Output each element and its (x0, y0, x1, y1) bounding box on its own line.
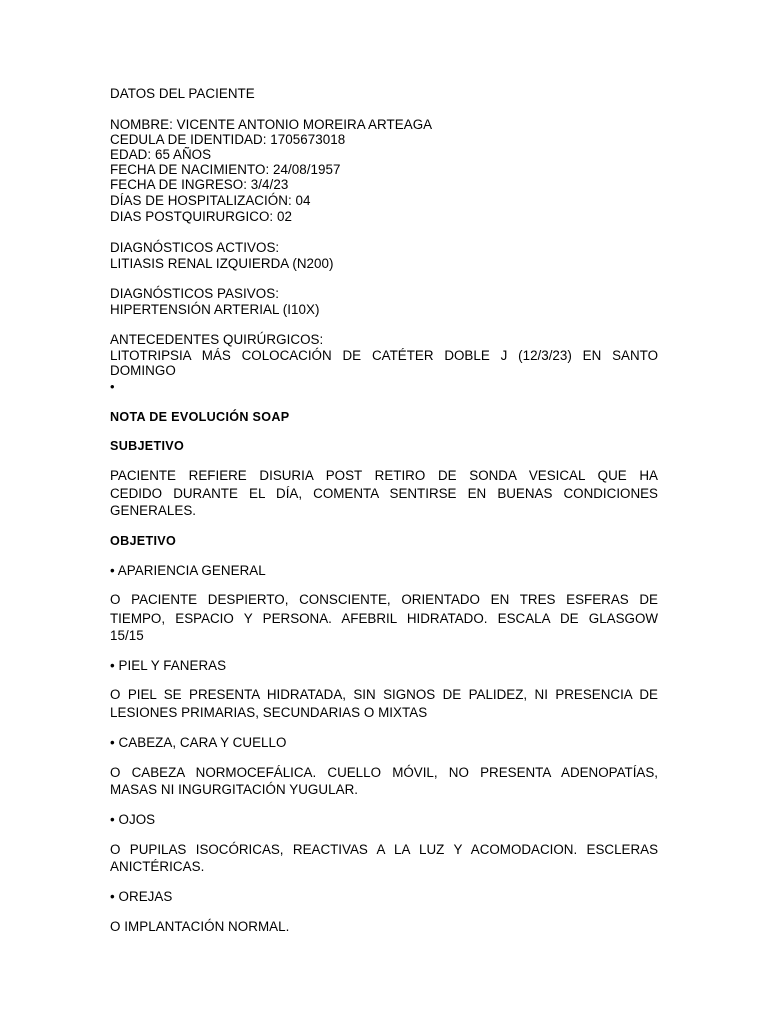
soap-note-title: NOTA DE EVOLUCIÓN SOAP (110, 410, 290, 424)
surgical-history-line-1: LITOTRIPSIA MÁS COLOCACIÓN DE CATÉTER DOBLE J (12/3/23) EN SANTO (110, 348, 658, 363)
subjective-line-3: GENERALES. (110, 503, 197, 518)
active-diagnoses-heading: DIAGNÓSTICOS ACTIVOS: (110, 240, 280, 255)
eyes-heading: • OJOS (110, 812, 156, 827)
skin-heading: • PIEL Y FANERAS (110, 658, 227, 673)
eyes-line-2: ANICTÉRICAS. (110, 859, 205, 874)
head-neck-line-1: O CABEZA NORMOCEFÁLICA. CUELLO MÓVIL, NO PRESENTA ADENOPATÍAS, (110, 765, 658, 780)
patient-hospital-days: DÍAS DE HOSPITALIZACIÓN: 04 (110, 193, 311, 208)
ears-heading: • OREJAS (110, 889, 173, 904)
subjective-line-2: CEDIDO DURANTE EL DÍA, COMENTA SENTIRSE EN BUENAS CONDICIONES (110, 486, 658, 501)
patient-age: EDAD: 65 AÑOS (110, 147, 212, 162)
section-title-patient-data: DATOS DEL PACIENTE (110, 86, 255, 101)
ears-line-1: O IMPLANTACIÓN NORMAL. (110, 919, 290, 934)
passive-diagnosis-item: HIPERTENSIÓN ARTERIAL (I10X) (110, 302, 320, 317)
head-neck-heading: • CABEZA, CARA Y CUELLO (110, 735, 287, 750)
document-page (110, 0, 658, 1024)
patient-admission-date: FECHA DE INGRESO: 3/4/23 (110, 177, 289, 192)
general-appearance-line-2: TIEMPO, ESPACIO Y PERSONA. AFEBRIL HIDRATADO. ESCALA DE GLASGOW (110, 611, 658, 626)
subjective-line-1: PACIENTE REFIERE DISURIA POST RETIRO DE SONDA VESICAL QUE HA (110, 468, 658, 483)
general-appearance-line-3: 15/15 (110, 628, 144, 643)
patient-name: NOMBRE: VICENTE ANTONIO MOREIRA ARTEAGA (110, 117, 433, 132)
active-diagnosis-item: LITIASIS RENAL IZQUIERDA (N200) (110, 256, 334, 271)
surgical-history-line-2: DOMINGO (110, 363, 176, 378)
general-appearance-line-1: O PACIENTE DESPIERTO, CONSCIENTE, ORIENTADO EN TRES ESFERAS DE (110, 592, 658, 607)
surgical-history-heading: ANTECEDENTES QUIRÚRGICOS: (110, 332, 324, 347)
head-neck-line-2: MASAS NI INGURGITACIÓN YUGULAR. (110, 782, 359, 797)
objective-heading: OBJETIVO (110, 534, 177, 548)
patient-postop-days: DIAS POSTQUIRURGICO: 02 (110, 209, 292, 224)
general-appearance-heading: • APARIENCIA GENERAL (110, 563, 266, 578)
patient-birth-date: FECHA DE NACIMIENTO: 24/08/1957 (110, 162, 341, 177)
stray-bullet: • (110, 379, 115, 394)
subjective-heading: SUBJETIVO (110, 439, 185, 453)
skin-line-2: LESIONES PRIMARIAS, SECUNDARIAS O MIXTAS (110, 705, 428, 720)
skin-line-1: O PIEL SE PRESENTA HIDRATADA, SIN SIGNOS DE PALIDEZ, NI PRESENCIA DE (110, 687, 658, 702)
patient-id-number: CEDULA DE IDENTIDAD: 1705673018 (110, 132, 346, 147)
eyes-line-1: O PUPILAS ISOCÓRICAS, REACTIVAS A LA LUZ Y ACOMODACION. ESCLERAS (110, 842, 658, 857)
passive-diagnoses-heading: DIAGNÓSTICOS PASIVOS: (110, 286, 279, 301)
